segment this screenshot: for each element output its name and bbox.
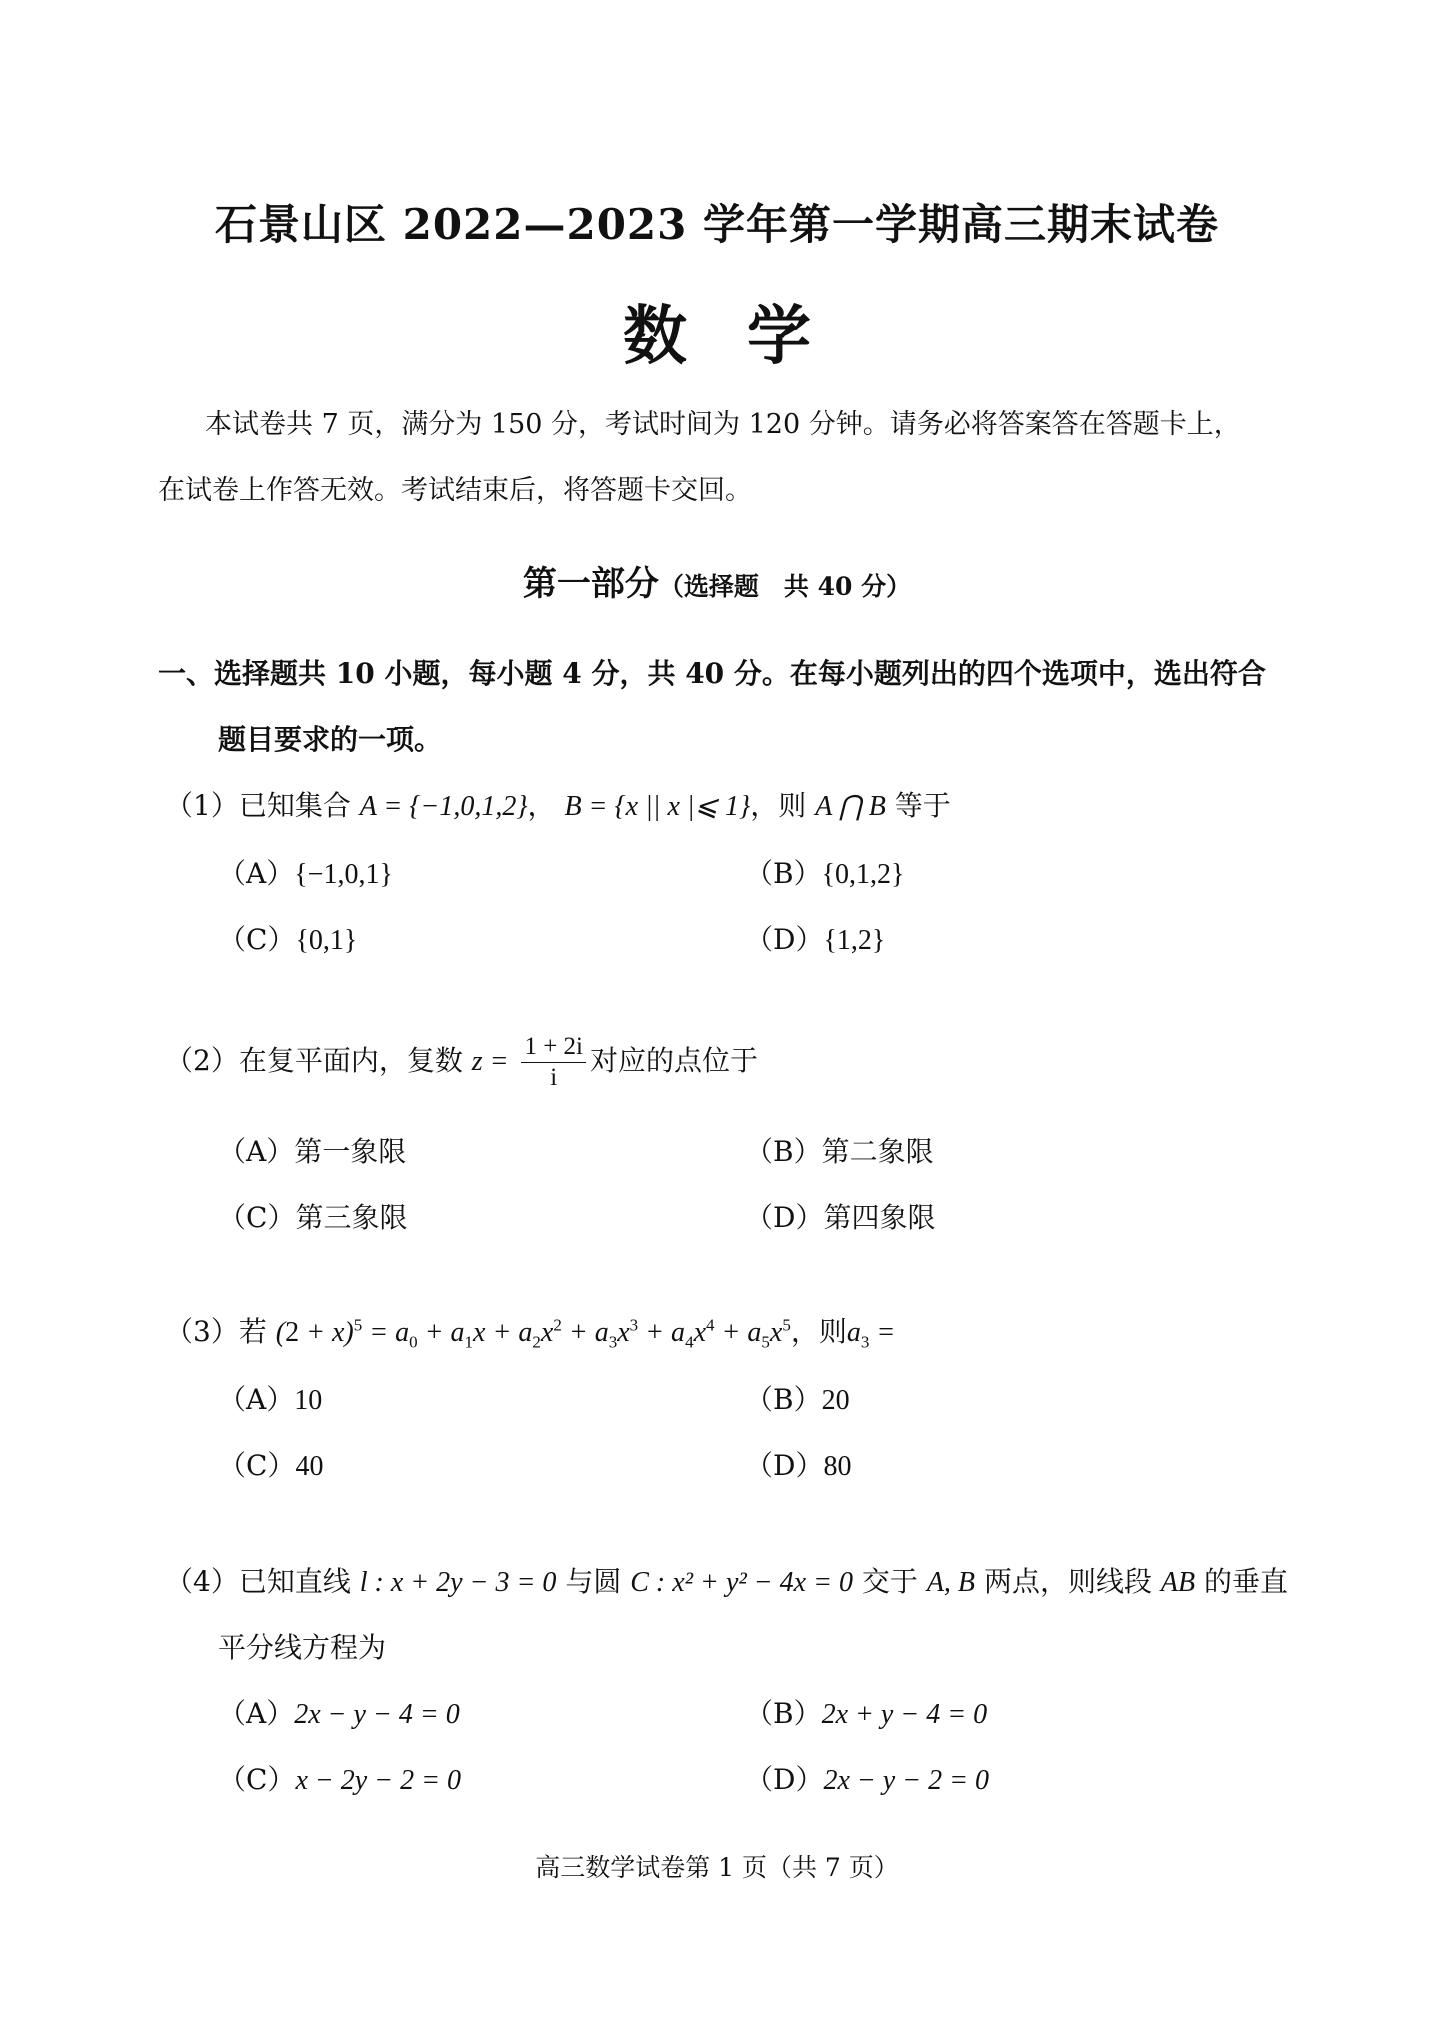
question-1-option-a: （A）{−1,0,1} — [218, 857, 393, 890]
stem-text: 等于 — [894, 789, 951, 822]
intro-line-2: 在试卷上作答无效。考试结束后，将答题卡交回。 — [158, 475, 752, 506]
exam-title: 石景山区 2022—2023 学年第一学期高三期末试卷 — [214, 200, 1220, 249]
coefficient-a3: $a_3$ = — [846, 1317, 896, 1352]
question-3-option-b: （B）20 — [745, 1383, 850, 1416]
set-a-expression: A = {−1,0,1,2} — [359, 791, 528, 822]
question-number: （4） — [165, 1565, 239, 1598]
part-subtitle: （选择题 共 40 分） — [658, 572, 912, 601]
question-2-stem — [165, 1032, 758, 1093]
stem-text: 已知集合 — [238, 789, 351, 822]
question-1-option-d: （D）{1,2} — [745, 923, 886, 956]
stem-text: 与圆 — [565, 1565, 622, 1598]
points-ab: A, B — [926, 1567, 976, 1598]
question-3-stem — [165, 1310, 895, 1350]
stem-text: 若 — [238, 1315, 267, 1348]
question-4-option-c: （C）x − 2y − 2 = 0 — [218, 1763, 461, 1796]
circle-equation: C : x² + y² − 4x = 0 — [630, 1567, 853, 1598]
question-2-option-d: （D）第四象限 — [745, 1201, 936, 1234]
question-number: （1） — [165, 789, 239, 822]
section-instruction-2: 题目要求的一项。 — [218, 723, 443, 756]
question-1-option-b: （B）{0,1,2} — [745, 857, 905, 890]
stem-text: ，则 — [750, 789, 807, 822]
complex-variable: z = — [471, 1046, 509, 1077]
fraction-denominator: i — [550, 1064, 558, 1091]
complex-fraction — [521, 1032, 586, 1093]
binomial-expansion-expression: $(2 + x)^5 = a_0 + a_1x + a_2x^2 + a_3x^3 + a_4x^4 + a_5x^5$ — [275, 1315, 791, 1352]
question-number: （3） — [165, 1315, 239, 1348]
stem-text: 对应的点位于 — [590, 1044, 759, 1077]
stem-text: 已知直线 — [238, 1565, 351, 1598]
page-footer: 高三数学试卷第 1 页（共 7 页） — [535, 1853, 899, 1882]
question-3-option-d: （D）80 — [745, 1449, 852, 1482]
line-equation: l : x + 2y − 3 = 0 — [359, 1567, 557, 1598]
part-title: 第一部分 — [522, 564, 659, 604]
section-instruction-1: 一、选择题共 10 小题，每小题 4 分，共 40 分。在每小题列出的四个选项中，选出符合 — [158, 657, 1266, 690]
intro-line-1: 本试卷共 7 页，满分为 150 分，考试时间为 120 分钟。请务必将答案答在答题卡上， — [205, 409, 1241, 440]
question-4-stem — [165, 1560, 1288, 1600]
question-2-option-c: （C）第三象限 — [218, 1201, 408, 1234]
question-4-option-b: （B）2x + y − 4 = 0 — [745, 1697, 988, 1730]
question-4-stem-line-2: 平分线方程为 — [218, 1631, 387, 1664]
intersection-expression: A ⋂ B — [815, 791, 886, 822]
question-1-option-c: （C）{0,1} — [218, 923, 358, 956]
question-4-option-a: （A）2x − y − 4 = 0 — [218, 1697, 460, 1730]
stem-text: ，则 — [790, 1315, 847, 1348]
stem-text: 的垂直 — [1204, 1565, 1289, 1598]
stem-text: 两点，则线段 — [983, 1565, 1152, 1598]
subject-title: 数学 — [623, 299, 871, 374]
set-b-expression: B = {x || x |⩽ 1} — [564, 791, 751, 822]
fraction-numerator: 1 + 2i — [521, 1032, 586, 1063]
question-1-stem — [165, 784, 951, 824]
question-3-option-c: （C）40 — [218, 1449, 324, 1482]
question-2-option-a: （A）第一象限 — [218, 1135, 407, 1168]
question-4-option-d: （D）2x − y − 2 = 0 — [745, 1763, 989, 1796]
question-number: （2） — [165, 1044, 239, 1077]
stem-text: 在复平面内，复数 — [238, 1044, 463, 1077]
part-heading — [0, 556, 1434, 605]
question-3-option-a: （A）10 — [218, 1383, 323, 1416]
segment-ab: AB — [1160, 1567, 1196, 1598]
stem-text: 交于 — [861, 1565, 918, 1598]
stem-text: ， — [527, 789, 556, 822]
question-2-option-b: （B）第二象限 — [745, 1135, 934, 1168]
